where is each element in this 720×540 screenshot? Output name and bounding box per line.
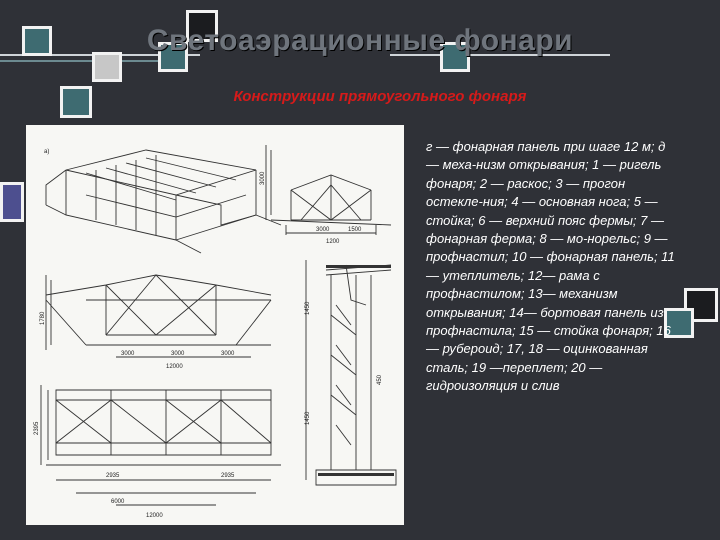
drawing-dim: 3000 [171, 351, 185, 357]
legend-caption: г — фонарная панель при шаге 12 м; д — меха-низм открывания; 1 — ригель фонаря; 2 — раскос; 3 — прогон остекле-ния; 4 — основная нога; 5 — стойка; 6 — верхний пояс фермы; 7 — фонарная ферма; 8 — мо-норельс; 9 — профнастил; 10 — фонарная панель; 11 — утеплитель; 12— рама с профнастилом; 13— механизм открывания; 14— бортовая панель из профнастила; 15 — стойка фонаря; 16 — рубероид; 17, 18 — оцинкованная сталь; 19 —переплет; 20 — гидроизоляция и слив [426, 139, 675, 394]
drawing-dim: 6000 [111, 499, 125, 505]
decor-line-top-2 [0, 60, 160, 62]
drawing-height: 1450 [305, 301, 311, 315]
drawing-dim: 12000 [166, 364, 183, 370]
glazing-section [306, 260, 396, 485]
drawing-label-a: а) [44, 149, 50, 155]
drawing-height: 1450 [305, 411, 311, 425]
drawing-dim: 3000 [221, 351, 235, 357]
drawing-height: 2395 [34, 421, 40, 435]
drawing-dim: 2935 [106, 473, 120, 479]
construction-drawing [26, 125, 404, 525]
drawing-height: 450 [377, 374, 383, 385]
slide-subtitle: Конструкции прямоугольного фонаря [233, 88, 527, 105]
slide-title: Светоаэрационные фонари [146, 24, 574, 57]
drawing-dim: 2935 [221, 473, 235, 479]
drawing-height: 3000 [260, 171, 266, 185]
drawing-dim: 3000 [121, 351, 135, 357]
drawing-dim: 3000 [316, 227, 330, 233]
frame-elevation-bottom [41, 385, 281, 505]
drawing-dim: 1200 [326, 239, 340, 245]
drawing-dim: 1500 [348, 227, 362, 233]
isometric-frame [46, 150, 281, 253]
decor-square [0, 182, 24, 222]
truss-elevation [46, 275, 271, 357]
lantern-section-top [266, 145, 391, 235]
drawing-svg [26, 125, 404, 525]
drawing-dim-total: 12000 [146, 513, 163, 519]
drawing-height: 1780 [40, 311, 46, 325]
